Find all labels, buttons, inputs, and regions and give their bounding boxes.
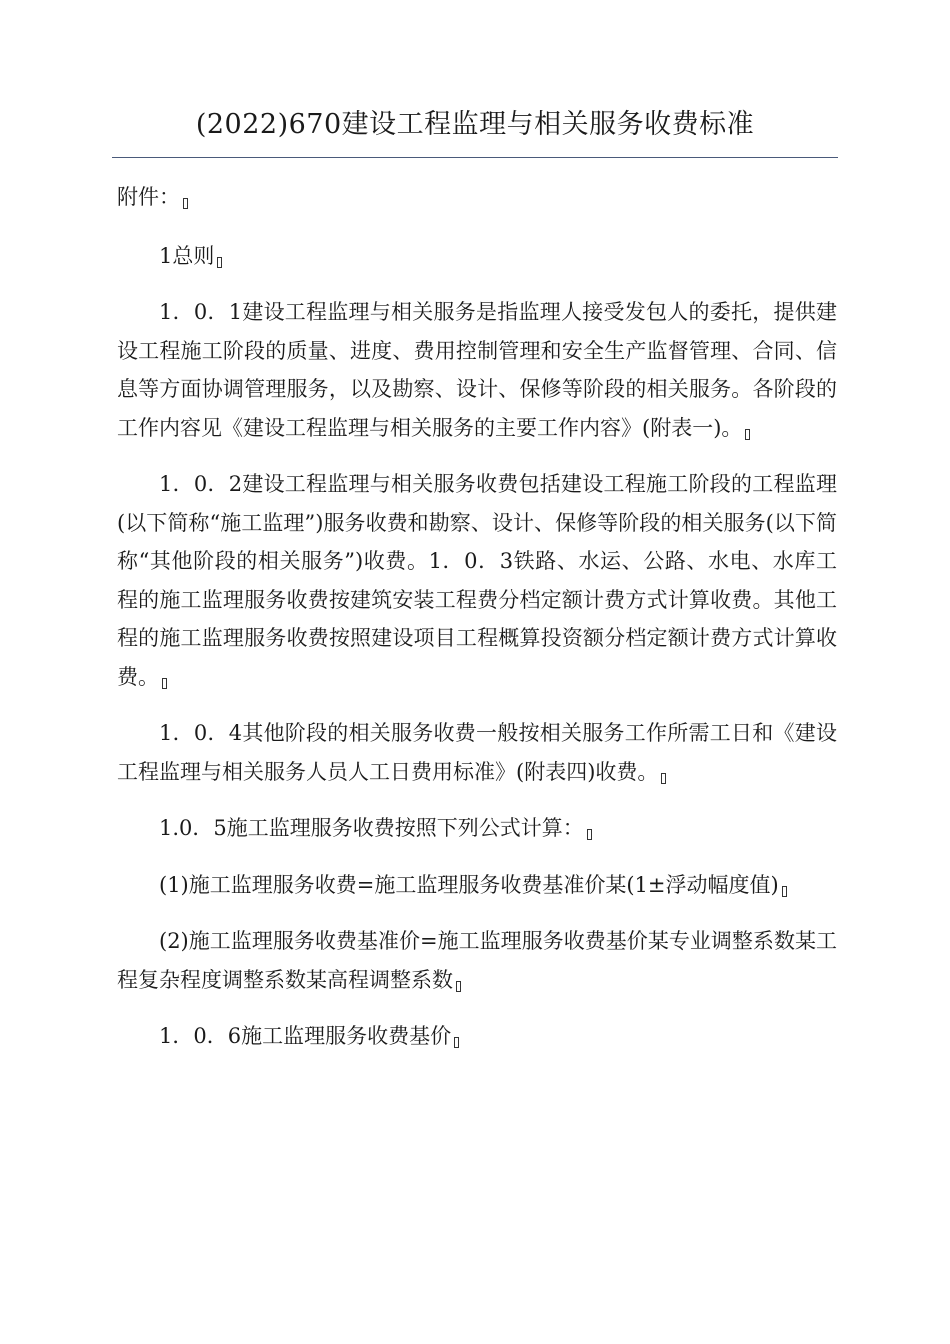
paragraph-text: (2)施工监理服务收费基准价=施工监理服务收费基价某专业调整系数某工程复杂程度调整系数某高程调整系数 (117, 929, 837, 992)
paragraph-text: 1．0．1建设工程监理与相关服务是指监理人接受发包人的委托，提供建设工程施工阶段的质量、进度、费用控制管理和安全生产监督管理、合同、信息等方面协调管理服务，以及勘察、设计、保修等阶段的相关服务。各阶段的工作内容见《建设工程监理与相关服务的主要工作内容》(附表一)。 (117, 300, 837, 440)
paragraph-mark-icon (782, 886, 787, 897)
paragraph-section-heading (117, 237, 837, 276)
document-title: (2022)670建设工程监理与相关服务收费标准 (195, 109, 755, 140)
paragraph-text: 1．0．4其他阶段的相关服务收费一般按相关服务工作所需工日和《建设工程监理与相关服务人员人工日费用标准》(附表四)收费。 (117, 721, 837, 784)
paragraph-mark-icon (456, 981, 461, 992)
paragraph-annex (117, 178, 837, 217)
title-divider (112, 157, 838, 158)
paragraph-clause-1-0-4 (117, 714, 837, 791)
paragraph-formula-2 (117, 922, 837, 999)
paragraph-text: (1)施工监理服务收费=施工监理服务收费基准价某(1±浮动幅度值) (159, 872, 779, 897)
paragraph-mark-icon (661, 773, 666, 784)
paragraph-clause-1-0-5 (117, 809, 837, 848)
document-body (117, 178, 837, 1074)
paragraph-clause-1-0-2 (117, 465, 837, 696)
paragraph-mark-icon (217, 257, 222, 268)
paragraph-clause-1-0-1 (117, 293, 837, 447)
paragraph-mark-icon (454, 1037, 459, 1048)
paragraph-text: 附件： (117, 185, 180, 209)
paragraph-text: 1．0．6施工监理服务收费基价 (159, 1024, 452, 1048)
paragraph-mark-icon (745, 429, 750, 440)
paragraph-formula-1 (117, 866, 837, 905)
paragraph-mark-icon (587, 829, 592, 840)
paragraph-mark-icon (162, 678, 167, 689)
paragraph-text: 1．0．2建设工程监理与相关服务收费包括建设工程施工阶段的工程监理(以下简称“施工监理”)服务收费和勘察、设计、保修等阶段的相关服务(以下简称“其他阶段的相关服务”)收费。1．0．3铁路、水运、公路、水电、水库工程的施工监理服务收费按建筑安装工程费分档定额计费方式计算收费。其他工程的施工监理服务收费按照建设项目工程概算投资额分档定额计费方式计算收费。 (117, 472, 837, 689)
paragraph-text: 1总则 (159, 243, 215, 268)
paragraph-clause-1-0-6 (117, 1017, 837, 1056)
paragraph-mark-icon (183, 198, 188, 209)
paragraph-text: 1.0．5施工监理服务收费按照下列公式计算： (159, 816, 584, 840)
